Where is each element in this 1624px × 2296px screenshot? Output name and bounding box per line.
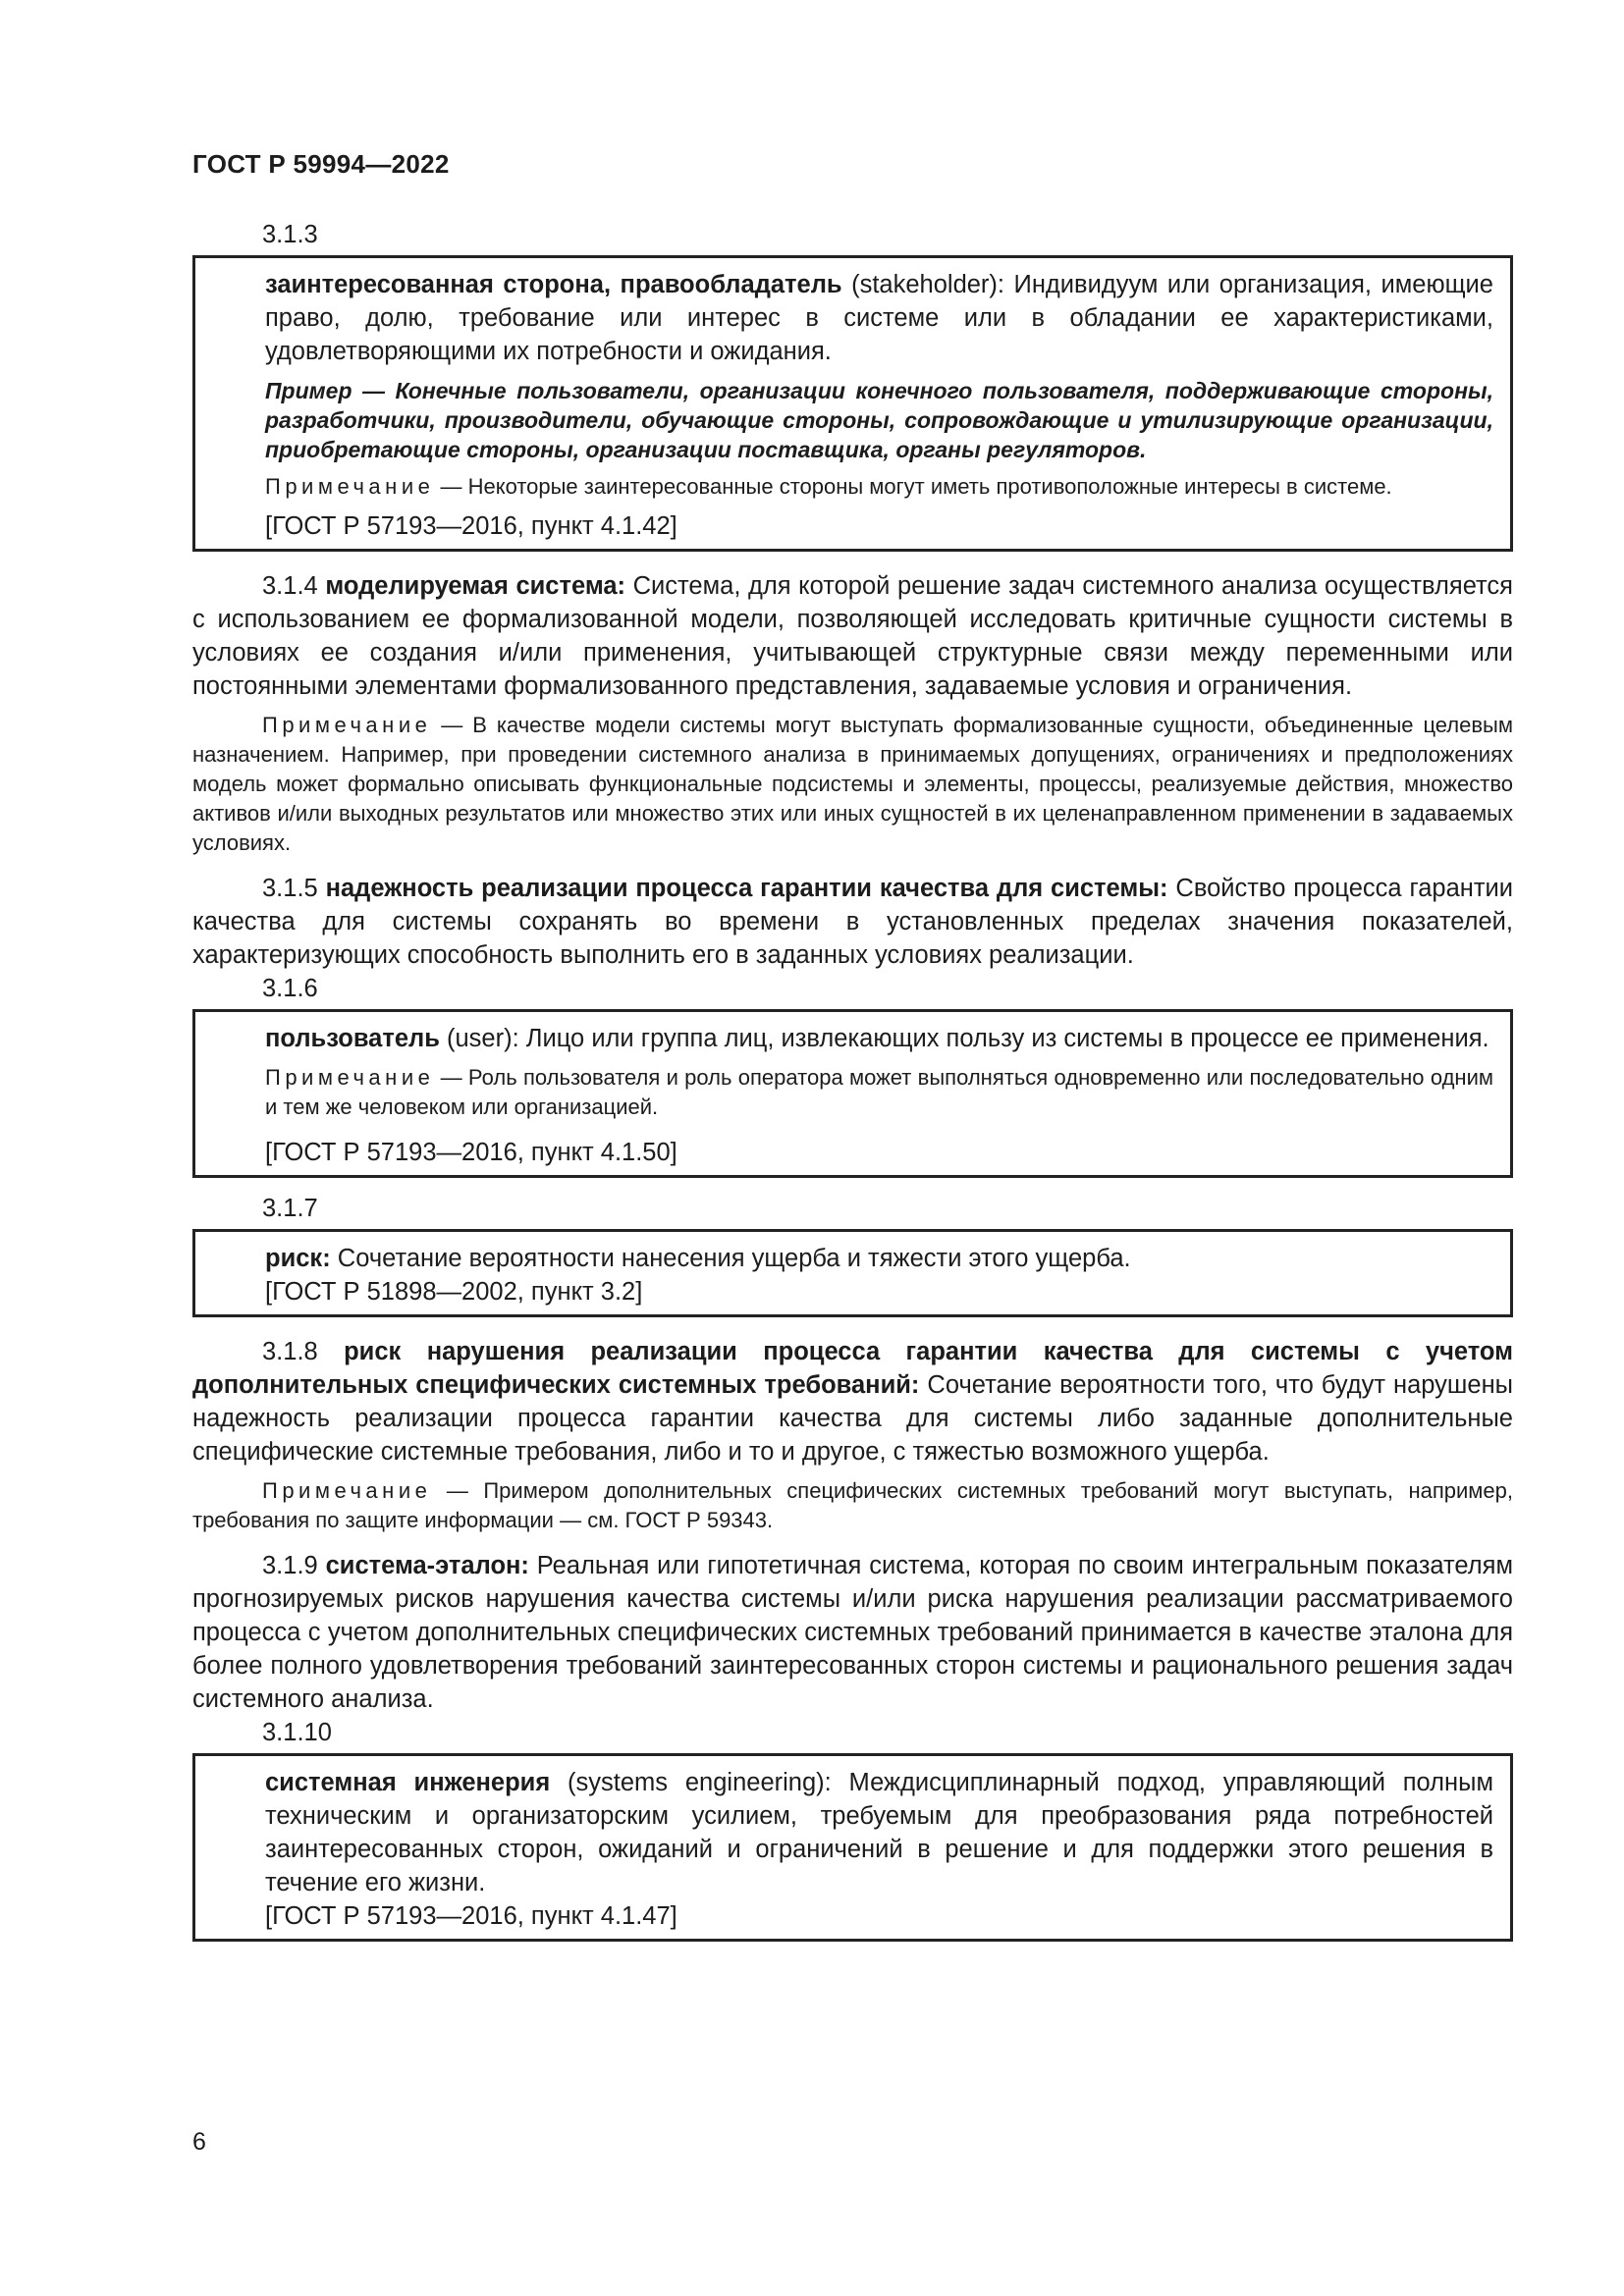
term-text: Сочетание вероятности того, что будут нарушены надежность реализации процесса гарантии качества для системы либо заданные дополнительные специфические системные требования, либо и то и другое, с тяжестью возможного ущерба. xyxy=(192,1371,1513,1466)
note xyxy=(265,472,1493,502)
note-text: — Некоторые заинтересованные стороны могут иметь противоположные интересы в системе. xyxy=(434,474,1392,499)
term-title: риск: xyxy=(265,1245,331,1272)
term-definition xyxy=(265,1022,1493,1055)
term-title: моделируемая система: xyxy=(325,572,626,600)
term-definition xyxy=(265,1242,1493,1275)
term-english: (user): xyxy=(439,1025,526,1052)
term-entry-3-1-9 xyxy=(192,1549,1513,1716)
entry-number-3-1-7: 3.1.7 xyxy=(262,1195,318,1222)
document-header: ГОСТ Р 59994—2022 xyxy=(192,149,450,179)
term-text: Индивидуум или организация, имеющие право, долю, требование или интерес в системе или в обладании ее характеристиками, удовлетворяющими их потребности и ожидания. xyxy=(265,271,1493,365)
term-text: Лицо или группа лиц, извлекающих пользу из системы в процессе ее применения. xyxy=(525,1025,1489,1052)
term-entry-3-1-4 xyxy=(192,569,1513,703)
document-body xyxy=(192,218,1513,1942)
term-title: пользователь xyxy=(265,1025,440,1052)
term-definition xyxy=(265,268,1493,368)
term-english: (stakeholder): xyxy=(841,271,1014,298)
term-text: Реальная или гипотетичная система, которая по своим интегральным показателям прогнозируемых рисков нарушения качества системы и/или риска нарушения реализации рассматриваемого процесса с учетом дополнительных специфических системных требований принимается в качестве эталона для более полного удовлетворения требований заинтересованных сторон системы и рационального решения задач системного анализа. xyxy=(192,1552,1513,1713)
term-title: система-эталон: xyxy=(325,1552,529,1579)
entry-number-3-1-10: 3.1.10 xyxy=(262,1719,332,1746)
source-reference: [ГОСТ Р 57193—2016, пункт 4.1.42] xyxy=(265,512,677,540)
term-title: системная инженерия xyxy=(265,1769,551,1796)
note-label: Примечание xyxy=(262,1478,432,1503)
note-label: Примечание xyxy=(262,713,432,737)
entry-number: 3.1.9 xyxy=(262,1552,326,1579)
term-title: надежность реализации процесса гарантии качества для системы: xyxy=(325,875,1168,902)
note xyxy=(192,711,1513,858)
term-english: (systems engineering): xyxy=(550,1769,849,1796)
term-box-risk xyxy=(192,1229,1513,1317)
page-number: 6 xyxy=(192,2128,206,2156)
term-entry-3-1-8 xyxy=(192,1335,1513,1468)
term-box-systems-engineering xyxy=(192,1753,1513,1942)
note-label: Примечание xyxy=(265,1065,435,1090)
term-title: заинтересованная сторона, правообладатель xyxy=(265,271,842,298)
note-text: — Роль пользователя и роль оператора может выполняться одновременно или последовательно одним и тем же человеком или организацией. xyxy=(265,1065,1493,1119)
entry-number: 3.1.4 xyxy=(262,572,326,600)
note-text: — Примером дополнительных специфических системных требований могут выступать, например, требования по защите информации — см. ГОСТ Р 59343. xyxy=(192,1478,1513,1532)
source-reference: [ГОСТ Р 57193—2016, пункт 4.1.47] xyxy=(265,1902,677,1930)
note-text: — В качестве модели системы могут выступать формализованные сущности, объединенные целевым назначением. Например, при проведении системного анализа в принимаемых допущениях, ограничениях и предположениях модель может формально описывать функциональные подсистемы и элементы, процессы, реализуемые действия, множество активов и/или выходных результатов или множество этих или иных сущностей в их целенаправленном применении в задаваемых условиях. xyxy=(192,713,1513,855)
source-reference: [ГОСТ Р 51898—2002, пункт 3.2] xyxy=(265,1278,643,1306)
term-title: риск нарушения реализации процесса гарантии качества для системы с учетом дополнительных специфических системных требований: xyxy=(192,1338,1513,1399)
term-definition xyxy=(265,1766,1493,1899)
note-label: Примечание xyxy=(265,474,435,499)
note xyxy=(265,1063,1493,1122)
note xyxy=(192,1476,1513,1535)
term-entry-3-1-5 xyxy=(192,872,1513,972)
entry-number-3-1-6: 3.1.6 xyxy=(262,975,318,1002)
term-box-user xyxy=(192,1009,1513,1178)
term-box-stakeholder xyxy=(192,255,1513,552)
entry-number-3-1-3: 3.1.3 xyxy=(262,221,318,248)
term-text: Сочетание вероятности нанесения ущерба и тяжести этого ущерба. xyxy=(330,1245,1131,1272)
source-reference: [ГОСТ Р 57193—2016, пункт 4.1.50] xyxy=(265,1139,677,1166)
entry-number: 3.1.8 xyxy=(262,1338,345,1365)
term-text: Свойство процесса гарантии качества для системы сохранять во времени в установленных пределах значения показателей, характеризующих способность выполнить его в заданных условиях реализации. xyxy=(192,875,1514,969)
term-text: Междисциплинарный подход, управляющий полным техническим и организаторским усилием, требуемым для преобразования ряда потребностей заинтересованных сторон, ожиданий и ограничений в решение и для поддержки этого решения в течение его жизни. xyxy=(265,1769,1494,1896)
term-text: Система, для которой решение задач системного анализа осуществляется с использованием ее формализованной модели, позволяющей исследовать критичные сущности системы в условиях ее создания и/или применения, учитывающей структурные связи между переменными или постоянными элементами формализованного представления, задаваемые условия и ограничения. xyxy=(192,572,1513,700)
entry-number: 3.1.5 xyxy=(262,875,326,902)
example-text: Пример — Конечные пользователи, организации конечного пользователя, поддерживающие стороны, разработчики, производители, обучающие стороны, сопровождающие и утилизирующие организации, приобретающие стороны, организации поставщика, органы регуляторов. xyxy=(265,378,1493,462)
